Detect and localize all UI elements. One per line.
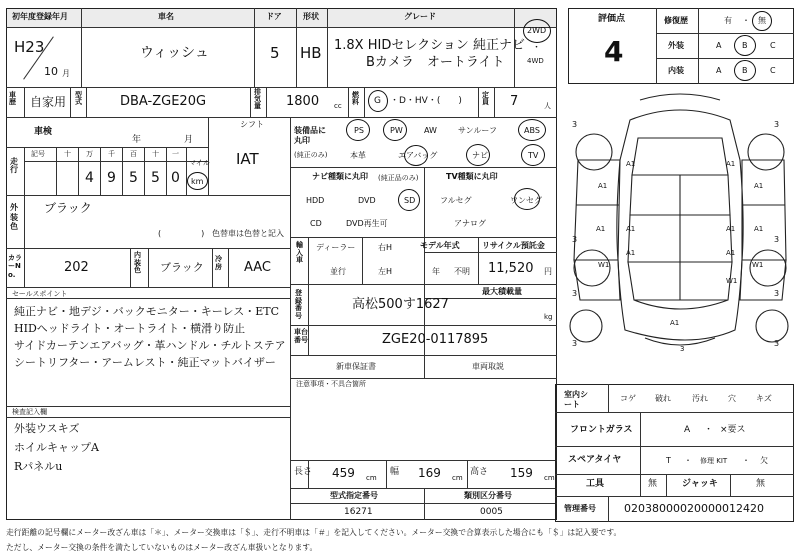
exterior-color-bracket: ( ) — [158, 229, 205, 238]
interior-grade-a: A — [716, 66, 722, 75]
diag-mark-3-h: 3 — [774, 339, 780, 348]
mileage-digit-2: 9 — [107, 170, 116, 186]
registration-label: 登録番号 — [295, 289, 302, 321]
interior-color-value: ブラック — [160, 261, 204, 274]
mileage-unit-mile: マイル — [189, 159, 210, 167]
reg-label: 初年度登録年月 — [12, 12, 68, 21]
manual-label: 車両取説 — [472, 362, 504, 371]
mileage-digit-3: 5 — [129, 170, 138, 186]
navi-note: (純正品のみ) — [378, 174, 419, 182]
grade-label: グレード — [404, 12, 436, 21]
mileage-label: 走行 — [10, 157, 18, 174]
type-designation-value: 16271 — [344, 507, 373, 517]
diag-mark-3-e: 3 — [572, 289, 578, 298]
navi-label: ナビ種類に丸印 — [312, 172, 368, 181]
repair-no-circle — [752, 11, 772, 31]
model-value: DBA-ZGE20G — [120, 94, 207, 109]
diag-mark-3-c: 3 — [572, 235, 578, 244]
spare-opt-kit: 修理 KIT — [700, 457, 728, 465]
repair-label: 修復歴 — [664, 16, 688, 25]
mileage-unit-6: 一 — [172, 150, 179, 158]
spare-opt-t: T — [666, 456, 671, 465]
diag-mark-w1-2: W1 — [752, 261, 764, 269]
diag-mark-a1-2: A1 — [726, 160, 736, 168]
interior-color-label: 内装色 — [134, 251, 141, 275]
inspection-label: 車検 — [34, 127, 53, 137]
equip-abs-circle — [518, 119, 546, 141]
fuel-g-circle — [368, 90, 388, 112]
displacement-value: 1800 — [286, 94, 320, 109]
tv-oneseg-circle — [514, 188, 540, 210]
mgmt-label: 管理番号 — [564, 504, 596, 513]
height-label: 高さ — [470, 467, 489, 477]
tools-label: 工具 — [586, 479, 605, 489]
color-no-value: 202 — [64, 260, 89, 275]
fuel-options: G ・D・HV・( ) — [374, 96, 462, 106]
diag-mark-a1-4: A1 — [754, 182, 764, 190]
exterior-grade-c: C — [770, 41, 776, 50]
grade-line1: 1.8X HIDセレクション 純正ナビ — [334, 38, 525, 53]
equip-navi-circle — [466, 144, 490, 166]
equip-pw: PW — [390, 126, 403, 135]
length-unit: cm — [366, 474, 377, 482]
rating-label: 評価点 — [598, 14, 626, 24]
drive-dot: ・ — [532, 43, 542, 53]
glass-label: フロントガラス — [570, 425, 633, 435]
seat-opt-5: キズ — [756, 394, 772, 403]
mileage-unit-4: 百 — [130, 150, 137, 158]
inspector-line-1: 外装ウスキズ — [14, 422, 80, 435]
equip-airbag-circle — [404, 145, 428, 166]
sales-points-label: セールスポイント — [12, 290, 68, 298]
tools-value: 無 — [648, 479, 658, 489]
import-lh: 左H — [378, 267, 393, 276]
seat-opt-4: 穴 — [728, 394, 736, 403]
model-year-value: 不明 — [454, 267, 470, 276]
equip-pw-circle — [383, 119, 407, 141]
diag-mark-3-b: 3 — [774, 120, 780, 129]
model-year-unit: 年 — [432, 267, 440, 276]
mileage-unit-3: 千 — [108, 150, 115, 158]
exterior-color-value: ブラック — [44, 201, 92, 215]
capacity-value: 7 — [510, 94, 519, 109]
doors-label: ドア — [266, 12, 282, 21]
equip-leather: 本革 — [350, 151, 366, 160]
new-warranty-label: 新車保証書 — [336, 362, 376, 371]
diag-mark-3-d: 3 — [774, 235, 780, 244]
navi-dvd-play: DVD再生可 — [346, 219, 388, 228]
diag-mark-3-g: 3 — [572, 339, 578, 348]
footer-note-1: 走行距離の記号欄にメーター改ざん車は「＊」、メーター交換車は「＄」、走行不明車は「＃」を記入してください。メーター交換で合算表示した場合にも「＄」は記入要です。 — [6, 528, 622, 537]
seat-opt-3: 汚れ — [692, 394, 708, 403]
spare-opt-dot-1: ・ — [684, 456, 692, 465]
diag-mark-a1-3: A1 — [598, 182, 608, 190]
equipment-sub-label: (純正のみ) — [294, 151, 328, 159]
category-label: 類別区分番号 — [464, 491, 512, 500]
navi-sd: SD — [404, 196, 416, 205]
sales-point-line-3: サイドカーテンエアバッグ・革ハンドル・チルトステア — [14, 339, 286, 352]
repair-opt-yes: 有 — [724, 16, 732, 25]
inspector-label: 検査記入欄 — [12, 408, 47, 416]
diag-mark-3-i: 3 — [680, 345, 685, 353]
tv-label: TV種類に丸印 — [446, 172, 498, 181]
grade-line2: Bカメラ オートライト — [366, 55, 505, 70]
capacity-label: 定員 — [482, 91, 489, 106]
width-unit: cm — [452, 474, 463, 482]
mileage-digit-1: 4 — [85, 170, 94, 186]
import-rh: 右H — [378, 243, 393, 252]
diag-mark-3-f: 3 — [774, 289, 780, 298]
repair-opt-no: 無 — [758, 16, 766, 25]
exterior-b-circle — [734, 35, 756, 56]
category-value: 0005 — [480, 507, 503, 517]
sales-point-line-4: シートリフター・アームレスト・純正マットバイザー — [14, 356, 276, 369]
model-label: 型式 — [75, 91, 82, 106]
aircon-value: AAC — [244, 260, 271, 275]
registration-value: 高松500す1627 — [352, 297, 449, 312]
equip-sunroof: サンルーフ — [458, 126, 497, 135]
drive-4wd: 4WD — [527, 57, 544, 65]
import-parallel: 並行 — [330, 267, 346, 276]
import-label: 輸入車 — [296, 241, 303, 265]
shift-label: シフト — [240, 120, 264, 129]
spare-label: スペアタイヤ — [568, 455, 622, 465]
spare-opt-dot-2: ・ — [742, 456, 750, 465]
diag-mark-a1-8: A1 — [754, 225, 764, 233]
exterior-color-label: 外装色 — [10, 203, 18, 232]
diag-mark-w1-1: W1 — [598, 261, 610, 269]
equip-tv: TV — [528, 151, 539, 160]
equip-airbag: エアバッグ — [398, 151, 438, 160]
recycle-value: 11,520 — [488, 261, 534, 276]
diag-mark-a1-7: A1 — [726, 225, 736, 233]
navi-cd: CD — [310, 219, 322, 228]
exterior-grade-a: A — [716, 41, 722, 50]
usage-value: 自家用 — [30, 95, 67, 109]
diag-mark-a1-9: A1 — [626, 249, 636, 257]
mileage-digit-4: 5 — [151, 170, 160, 186]
inspector-line-2: ホイルキャップA — [14, 441, 99, 454]
width-value: 169 — [418, 466, 441, 480]
tv-oneseg: ワンセグ — [510, 196, 542, 205]
drive-2wd-circle — [523, 19, 551, 43]
chassis-value: ZGE20-0117895 — [382, 332, 489, 347]
navi-sd-circle — [398, 189, 420, 211]
mgmt-value: 02038000020000012420 — [624, 502, 764, 515]
import-dealer: ディーラー — [316, 243, 356, 252]
fuel-label: 燃料 — [352, 91, 359, 106]
equip-abs: ABS — [524, 126, 540, 135]
mileage-unit-5: 十 — [152, 150, 159, 158]
equip-tv-circle — [521, 144, 545, 166]
type-designation-label: 型式指定番号 — [330, 491, 378, 500]
max-load-label: 最大積載量 — [482, 287, 522, 296]
height-unit: cm — [544, 474, 555, 482]
capacity-unit: 人 — [544, 102, 551, 110]
exterior-color-note: 色替車は色替と記入 — [212, 229, 284, 238]
spare-opt-missing: 欠 — [760, 456, 768, 465]
navi-hdd: HDD — [306, 196, 325, 205]
seat-opt-1: コゲ — [620, 394, 636, 403]
inspection-month-unit: 月 — [184, 135, 194, 145]
diag-mark-a1-6: A1 — [626, 225, 636, 233]
shift-value: IAT — [236, 150, 259, 168]
shape-value: HB — [300, 44, 322, 62]
diag-mark-a1-5: A1 — [596, 225, 606, 233]
equip-navi: ナビ — [472, 151, 488, 160]
mileage-km-circle — [187, 172, 208, 190]
sales-point-line-1: 純正ナビ・地デジ・バックモニター・キーレス・ETC — [14, 305, 280, 318]
usage-label: 車歴 — [9, 91, 16, 106]
diag-mark-w1-3: W1 — [726, 277, 738, 285]
length-value: 459 — [332, 466, 355, 480]
inspection-year-unit: 年 — [132, 135, 142, 145]
exterior-rating-label: 外装 — [668, 41, 684, 50]
tv-fullseg: フルセグ — [440, 196, 472, 205]
jack-value: 無 — [756, 479, 766, 489]
mileage-unit-2: 万 — [86, 150, 93, 158]
rating-value: 4 — [604, 35, 624, 68]
drive-2wd: 2WD — [527, 26, 547, 35]
inspector-line-3: Rパネルu — [14, 460, 63, 473]
model-year-label: モデル年式 — [420, 241, 460, 250]
shape-label: 形状 — [303, 12, 319, 21]
repair-opt-dot: ・ — [742, 16, 750, 25]
mileage-unit-1: 十 — [64, 150, 71, 158]
reg-month-unit: 月 — [62, 69, 70, 78]
mileage-unit-km: km — [191, 177, 204, 186]
mileage-digit-5: 0 — [171, 170, 180, 186]
navi-dvd: DVD — [358, 196, 376, 205]
glass-opt-dot: ・ — [704, 425, 714, 435]
sales-point-line-2: HIDヘッドライト・オートライト・横滑り防止 — [14, 322, 246, 335]
max-load-unit: kg — [544, 313, 553, 321]
interior-b-circle — [734, 60, 756, 81]
jack-label: ジャッキ — [682, 479, 718, 489]
diag-mark-a1-11: A1 — [670, 319, 680, 327]
mileage-sub-label: 記号 — [31, 150, 45, 158]
car-name-label: 車名 — [158, 12, 174, 21]
recycle-label: リサイクル預託金 — [482, 241, 545, 250]
reg-era-year: H23 — [14, 38, 45, 56]
width-label: 幅 — [390, 467, 400, 477]
tv-analog: アナログ — [454, 219, 486, 228]
diag-mark-a1-10: A1 — [726, 249, 736, 257]
equip-aw: AW — [424, 126, 437, 135]
seat-label: 室内シート — [564, 390, 588, 409]
chassis-label: 車台番号 — [294, 328, 308, 345]
car-name-value: ウィッシュ — [140, 45, 209, 61]
glass-opt-a: A — [684, 425, 691, 435]
interior-grade-b: B — [742, 66, 748, 75]
color-no-label: カラーNo. — [8, 254, 22, 279]
equip-ps-circle — [346, 119, 370, 141]
footer-note-2: ただし、メーター交換の条件を満たしていないものはメーター改ざん車扱いとなります。 — [6, 543, 318, 552]
equipment-label: 装備品に丸印 — [294, 126, 326, 145]
reg-month: 10 — [44, 65, 58, 78]
recycle-unit: 円 — [544, 267, 552, 276]
glass-opt-x: ×要ス — [720, 425, 746, 435]
aircon-label: 冷房 — [215, 255, 222, 271]
height-value: 159 — [510, 466, 533, 480]
doors-value: 5 — [270, 44, 280, 62]
displacement-label: 排気量 — [254, 88, 261, 110]
equip-ps: PS — [354, 126, 364, 135]
interior-grade-c: C — [770, 66, 776, 75]
interior-rating-label: 内装 — [668, 66, 684, 75]
seat-opt-2: 破れ — [655, 394, 671, 403]
diag-mark-3-a: 3 — [572, 120, 578, 129]
notes-label: 注意事項・不具合箇所 — [296, 380, 366, 388]
displacement-unit: cc — [334, 102, 342, 110]
exterior-grade-b: B — [742, 41, 748, 50]
diag-mark-a1-1: A1 — [626, 160, 636, 168]
length-label: 長さ — [294, 467, 313, 477]
